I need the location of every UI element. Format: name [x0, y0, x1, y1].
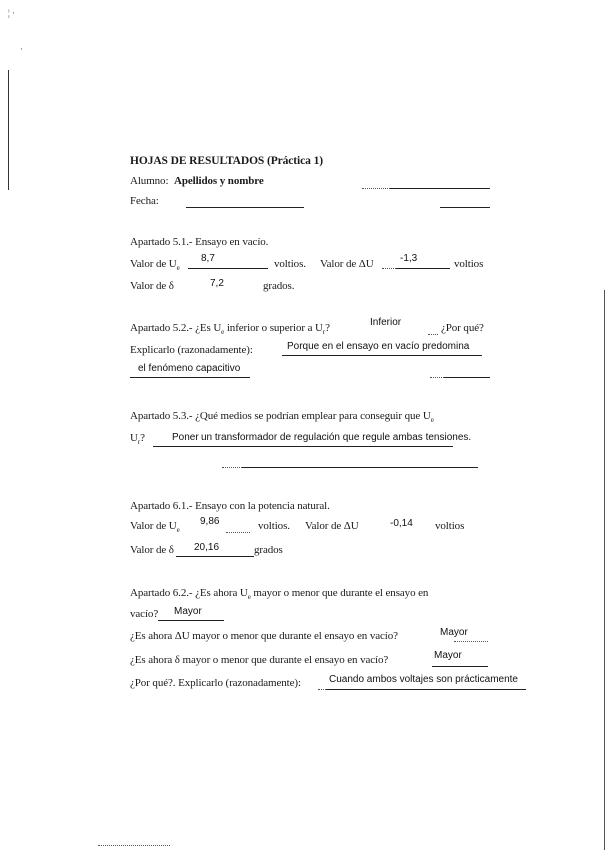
s61-delta-value: 20,16 [194, 542, 220, 553]
alumno-blank [390, 188, 490, 189]
s62-answer-1-line [158, 620, 224, 621]
scan-edge-right [604, 290, 605, 850]
s62-why-answer: Cuando ambos voltajes son prácticamente [329, 674, 518, 685]
s53-question-1: Apartado 5.3.- ¿Qué medios se podrían emplear para conseguir que $U_e$ [130, 410, 434, 425]
s61-du-label: Valor de ΔU [305, 520, 359, 532]
s61-delta-unit: grados [254, 544, 283, 556]
alumno-value: Apellidos y nombre [174, 175, 264, 187]
s61-ue-dots [226, 532, 250, 533]
s52-explain-1: Porque en el ensayo en vacío predomina [287, 341, 470, 352]
s53-question-2: $U_r$? [130, 432, 145, 447]
alumno-label: Alumno: [130, 175, 169, 187]
s51-du-value: -1,3 [400, 253, 418, 264]
s61-ue-label: Valor de $U_e$ [130, 520, 180, 535]
s51-du-label: Valor de ΔU [320, 258, 374, 270]
s62-answer-du-dots [454, 641, 488, 642]
s53-blank [242, 467, 478, 468]
s53-answer-rest: un transformador de regulación que regule ambas tensiones. [201, 432, 472, 443]
s52-why: ¿Por qué? [441, 322, 484, 334]
s52-blank [444, 377, 490, 378]
s62-q-delta: ¿Es ahora δ mayor o menor que durante el ensayo en vacío? [130, 654, 389, 666]
s62-question-1: Apartado 6.2.- ¿Es ahora $U_e$ mayor o menor que durante el ensayo en [130, 587, 429, 602]
s61-heading: Apartado 6.1.- Ensayo con la potencia natural. [130, 500, 330, 512]
s52-explain-2-line [130, 377, 250, 378]
s51-ue-label: Valor de $U_e$ [130, 258, 180, 273]
s51-delta-unit: grados. [263, 280, 295, 292]
s61-delta-blank [176, 556, 254, 557]
scan-speck: · [20, 44, 23, 54]
s62-why-label: ¿Por qué?. Explicarlo (razonadamente): [130, 677, 301, 689]
s53-blank-dots [222, 467, 242, 468]
s61-ue-unit: voltios. [258, 520, 290, 532]
s52-answer-dots [428, 334, 438, 335]
s52-explain-label: Explicarlo (razonadamente): [130, 344, 253, 356]
s51-du-blank [396, 268, 450, 269]
s62-answer-du: Mayor [440, 627, 468, 638]
s52-explain-1-line [282, 355, 482, 356]
s53-answer-line [153, 446, 453, 447]
s61-delta-label: Valor de δ [130, 544, 174, 556]
s51-ue-unit: voltios. [274, 258, 306, 270]
s61-du-unit: voltios [435, 520, 465, 532]
s62-q-du: ¿Es ahora ΔU mayor o menor que durante el ensayo en vacío? [130, 630, 398, 642]
s51-delta-value: 7,2 [210, 278, 224, 289]
s51-delta-label: Valor de δ [130, 280, 174, 292]
fecha-blank-right [440, 207, 490, 208]
s62-answer-1: Mayor [174, 606, 202, 617]
s51-heading: Apartado 5.1.- Ensayo en vacío. [130, 236, 269, 248]
page-title: HOJAS DE RESULTADOS (Práctica 1) [130, 155, 323, 167]
scan-artifact-bottom [98, 845, 170, 846]
s51-du-blank-dots [382, 268, 396, 269]
fecha-label: Fecha: [130, 195, 159, 207]
s52-explain-2: el fenómeno capacitivo [138, 363, 241, 374]
s52-blank-dots [430, 377, 444, 378]
s53-answer-poner: Poner [172, 432, 199, 443]
s62-answer-delta-line [432, 666, 488, 667]
s61-du-value: -0,14 [390, 518, 413, 529]
alumno-blank-dots [362, 188, 390, 189]
s61-ue-value: 9,86 [200, 516, 220, 527]
s62-answer-delta: Mayor [434, 650, 462, 661]
s62-why-dots [318, 689, 326, 690]
scan-speck: ¦ · [8, 8, 16, 18]
s51-ue-value: 8,7 [201, 253, 215, 264]
s62-question-2: vacío? [130, 608, 159, 620]
s52-question: Apartado 5.2.- ¿Es $U_e$ inferior o superior a $U_r$? [130, 322, 330, 337]
fecha-blank [186, 207, 304, 208]
s62-why-line [326, 689, 526, 690]
scan-edge-left [8, 70, 9, 190]
s51-du-unit: voltios [454, 258, 484, 270]
s52-answer: Inferior [370, 317, 402, 328]
s51-ue-blank [188, 268, 268, 269]
